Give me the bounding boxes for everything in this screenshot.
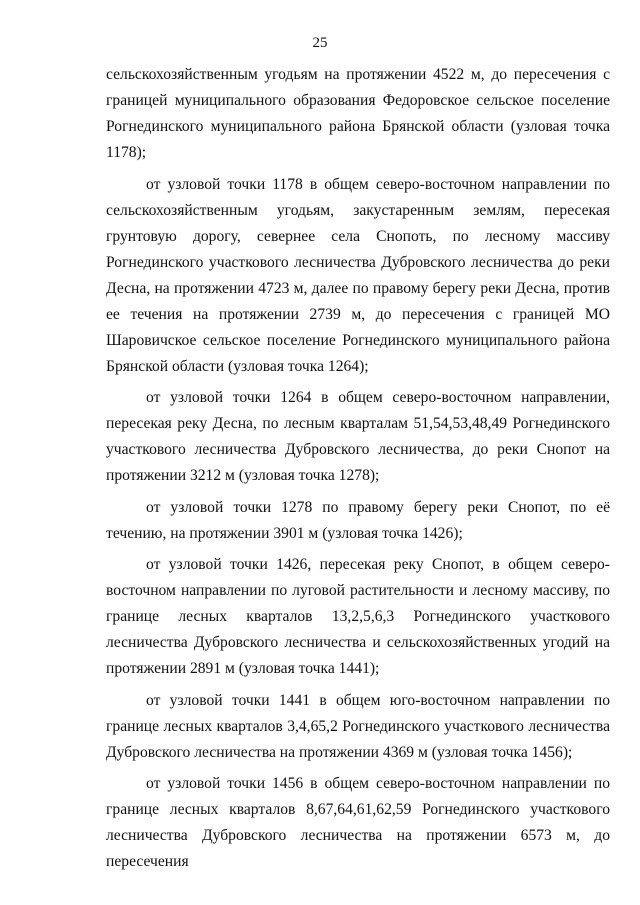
paragraph-3: от узловой точки 1264 в общем северо-восточном направлении, пересекая реку Десна, по лесным кварталам 51,54,53,48,49 Рогнединского участкового лесничества Дубровского лесничества, до реки Снопот на протяжении 3212 м (узловая точка 1278);: [106, 389, 610, 484]
page-number: 25: [312, 35, 328, 51]
paragraph-6: от узловой точки 1441 в общем юго-восточном направлении по границе лесных кварталов 3,4,65,2 Рогнединского участкового лесничества Дубровского лесничества на протяжении 4369 м (узловая точка 1456);: [106, 691, 610, 761]
paragraph-5: от узловой точки 1426, пересекая реку Снопот, в общем северо-восточном направлении по луговой растительности и лесному массиву, по границе лесных кварталов 13,2,5,6,3 Рогнединского участкового лесничества Дубровского лесничества и сельскохозяйственных угодий на протяжении 2891 м (узловая точка 1441);: [106, 556, 610, 677]
paragraph-7: от узловой точки 1456 в общем северо-восточном направлении по границе лесных кварталов 8,67,64,61,62,59 Рогнединского участкового лесничества Дубровского лесничества на протяжении 6573 м, до пересечения: [106, 775, 610, 870]
paragraph-2: от узловой точки 1178 в общем северо-восточном направлении по сельскохозяйственным угодьям, закустаренным землям, пересекая грунтовую дорогу, севернее села Снопоть, по лесному массиву Рогнединского участкового лесничества Дубровского лесничества до реки Десна, на протяжении 4723 м, далее по правому берегу реки Десна, против ее течения на протяжении 2739 м, до пересечения с границей МО Шаровичское сельское поселение Рогнединского муниципального района Брянской области (узловая точка 1264);: [106, 175, 610, 375]
paragraph-1: сельскохозяйственным угодьям на протяжении 4522 м, до пересечения с границей муниципального образования Федоровское сельское поселение Рогнединского муниципального района Брянской области (узловая точка 1178);: [106, 66, 610, 161]
paragraph-4: от узловой точки 1278 по правому берегу реки Снопот, по её течению, на протяжении 3901 м (узловая точка 1426);: [106, 498, 610, 542]
document-body: [106, 62, 610, 875]
